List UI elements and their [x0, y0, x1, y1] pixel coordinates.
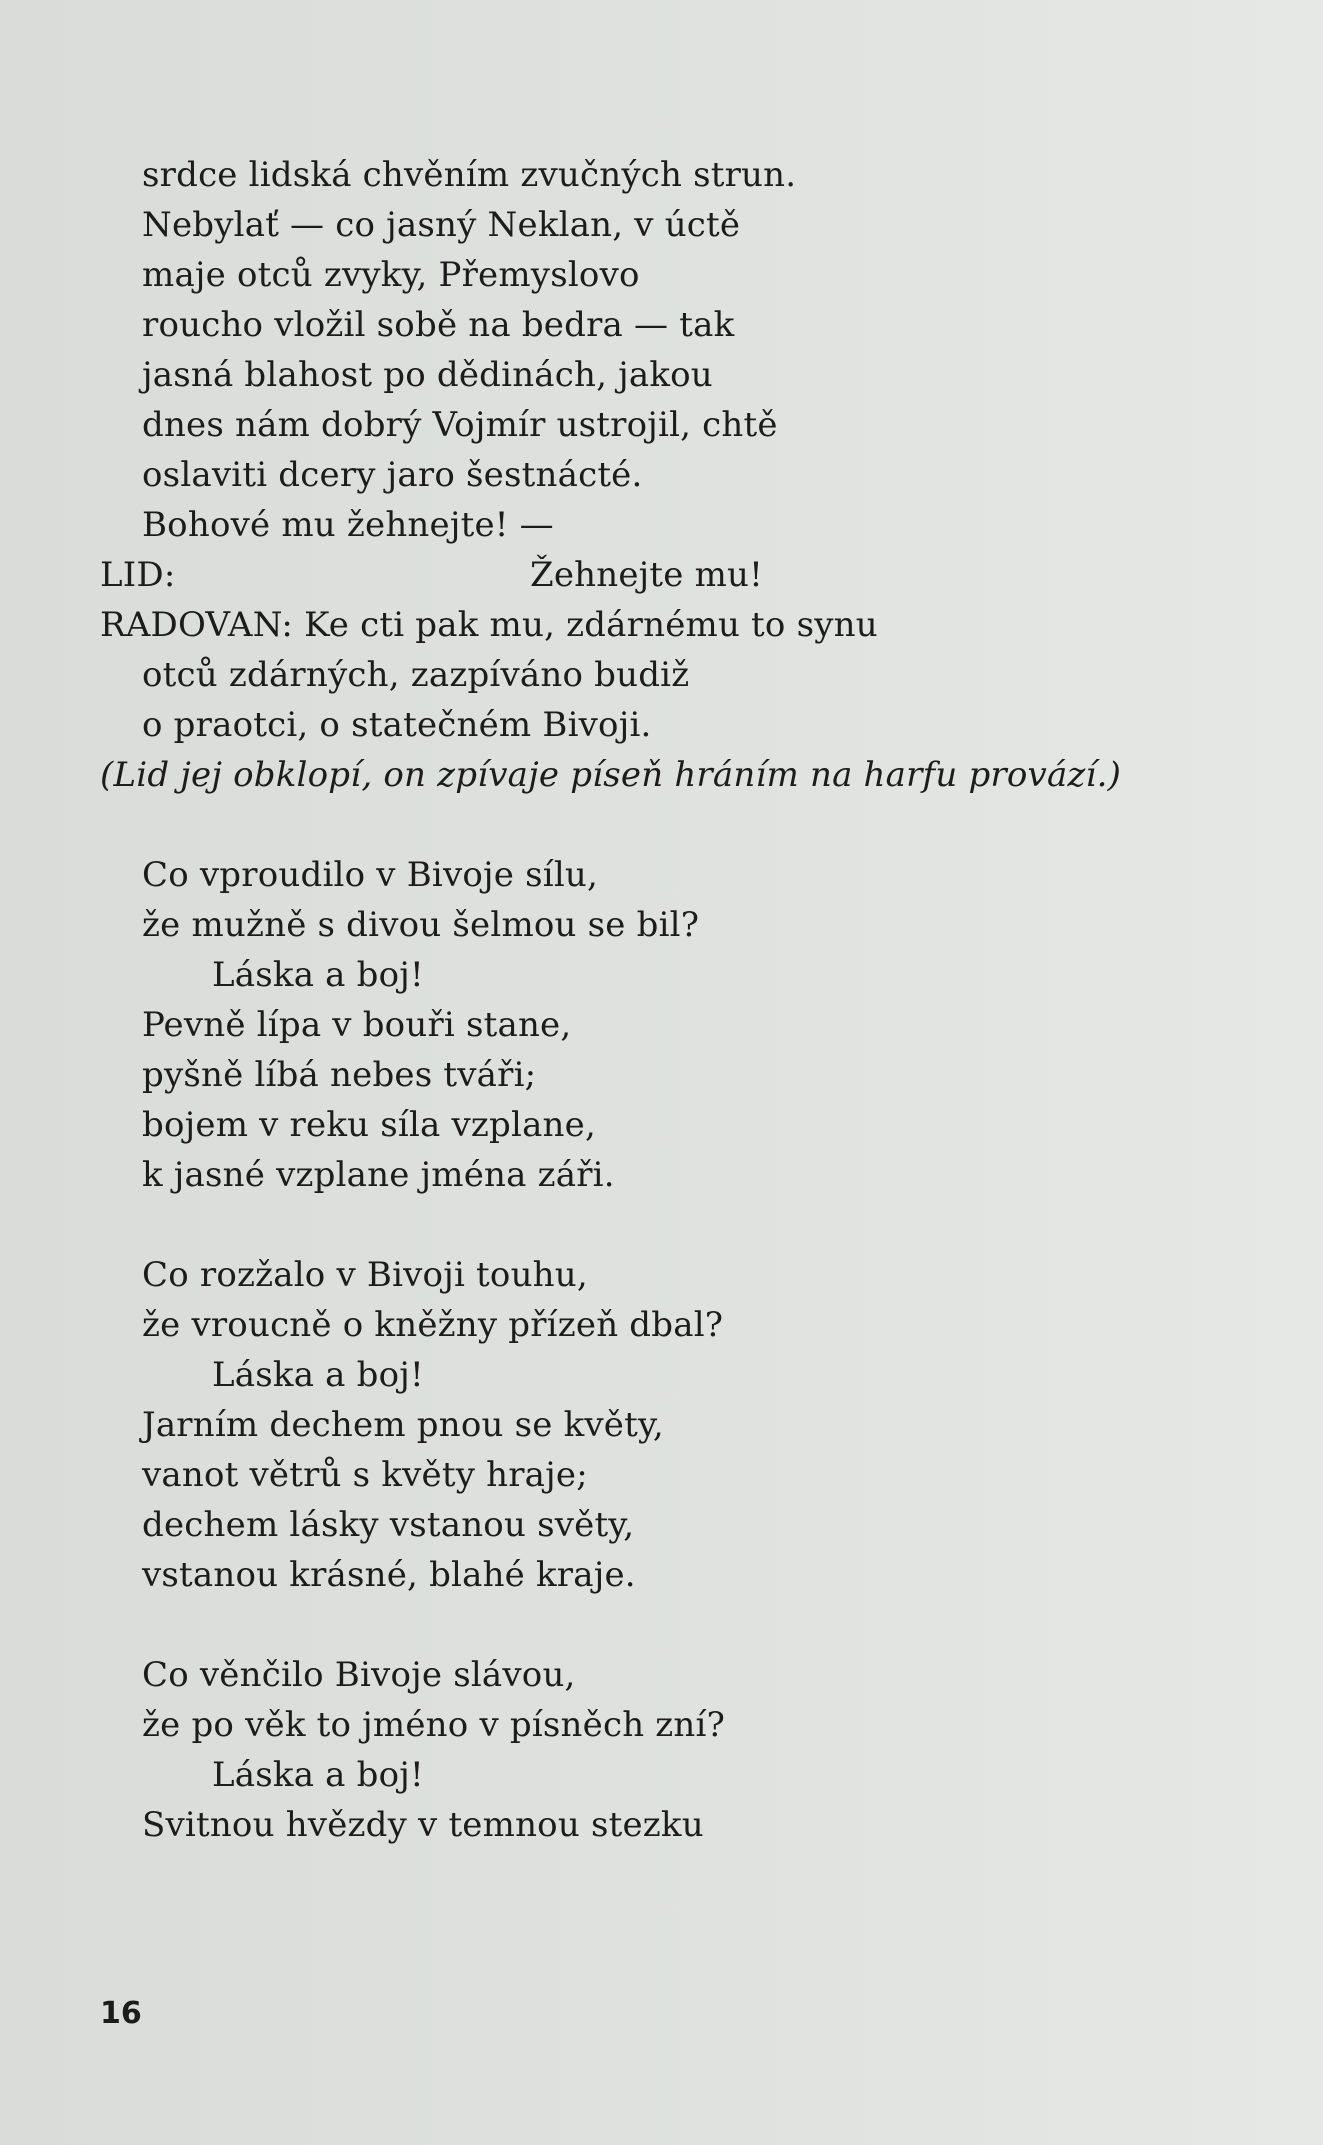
verse-line: otců zdárných, zazpíváno budiž: [142, 655, 690, 695]
verse-line: srdce lidská chvěním zvučných strun.: [142, 155, 797, 195]
verse-line: k jasné vzplane jména záři.: [142, 1155, 615, 1195]
verse-line: že mužně s divou šelmou se bil?: [142, 905, 700, 945]
verse-line: Pevně lípa v bouři stane,: [142, 1005, 572, 1045]
verse-line: jasná blahost po dědinách, jakou: [142, 355, 713, 395]
verse-line: Nebylať — co jasný Neklan, v úctě: [142, 205, 741, 245]
refrain-line: Láska a boj!: [212, 1755, 424, 1795]
verse-line: maje otců zvyky, Přemyslovo: [142, 255, 640, 295]
verse-line: vanot větrů s květy hraje;: [142, 1455, 588, 1495]
refrain-line: Láska a boj!: [212, 1355, 424, 1395]
verse-line: bojem v reku síla vzplane,: [142, 1105, 596, 1145]
stanza-gap: [100, 800, 1150, 850]
refrain-line: Láska a boj!: [212, 955, 424, 995]
verse-line: Co věnčilo Bivoje slávou,: [142, 1655, 576, 1695]
radovan-line: [100, 600, 1150, 650]
speaker-lid: LID:: [100, 555, 176, 595]
verse-line: oslaviti dcery jaro šestnácté.: [142, 455, 643, 495]
verse-line: Co vproudilo v Bivoje sílu,: [142, 855, 598, 895]
verse-line: Jarním dechem pnou se květy,: [142, 1405, 664, 1445]
stanza-gap: [100, 1200, 1150, 1250]
verse-line: Co rozžalo v Bivoji touhu,: [142, 1255, 588, 1295]
verse-line: že vroucně o kněžny přízeň dbal?: [142, 1305, 724, 1345]
poem-text: [100, 150, 1150, 1850]
verse-line: dnes nám dobrý Vojmír ustrojil, chtě: [142, 405, 778, 445]
verse-line: že po věk to jméno v písněch zní?: [142, 1705, 726, 1745]
speaker-radovan: RADOVAN:: [100, 605, 305, 645]
verse-line: Svitnou hvězdy v temnou stezku: [142, 1805, 704, 1845]
verse-line: dechem lásky vstanou světy,: [142, 1505, 635, 1545]
verse-line: Bohové mu žehnejte! —: [142, 505, 554, 545]
page-number: 16: [100, 1996, 142, 2031]
verse-line: pyšně líbá nebes tváři;: [142, 1055, 537, 1095]
verse-line: o praotci, o statečném Bivoji.: [142, 705, 652, 745]
lid-response: Žehnejte mu!: [530, 555, 763, 595]
stage-direction: (Lid jej obklopí, on zpívaje píseň hráním na harfu provází.): [100, 755, 1122, 795]
radovan-first-line: Ke cti pak mu, zdárnému to synu: [304, 605, 878, 645]
lid-line: [100, 550, 1150, 600]
stanza-gap: [100, 1600, 1150, 1650]
verse-line: roucho vložil sobě na bedra — tak: [142, 305, 735, 345]
verse-line: vstanou krásné, blahé kraje.: [142, 1555, 636, 1595]
